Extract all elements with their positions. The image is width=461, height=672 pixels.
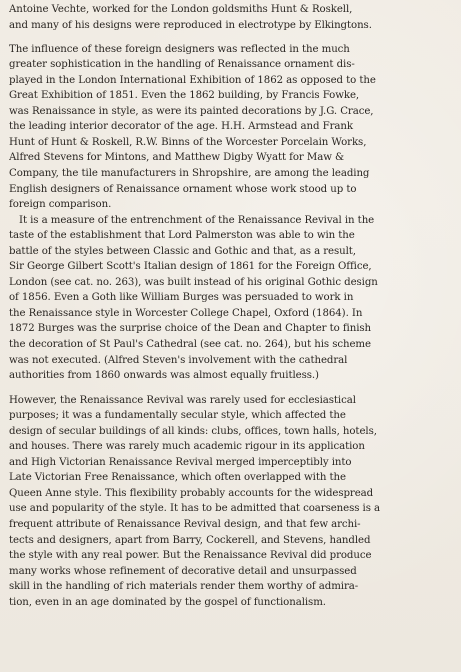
text-line: Antoine Vechte, worked for the London goldsmiths Hunt & Roskell, <box>9 4 353 15</box>
text-line: 1872 Burges was the surprise choice of the Dean and Chapter to finish <box>9 323 372 335</box>
text-line: played in the London International Exhibition of 1862 as opposed to the <box>9 74 376 86</box>
text-line: the decoration of St Paul's Cathedral (see cat. no. 264), but his scheme <box>9 338 371 350</box>
paragraph-entrenchment <box>9 213 459 384</box>
paragraph-gap <box>9 384 459 393</box>
text-line: many works whose refinement of decorative detail and unsurpassed <box>9 565 357 577</box>
text-line: tects and designers, apart from Barry, Cockerell, and Stevens, handled <box>9 534 371 546</box>
text-line: and many of his designs were reproduced in electrotype by Elkingtons. <box>9 19 372 31</box>
text-line: was not executed. (Alfred Steven's involvement with the cathedral <box>9 354 348 366</box>
text-line: the style with any real power. But the Renaissance Revival did produce <box>9 550 372 562</box>
text-line: The influence of these foreign designers was reflected in the much <box>9 43 350 55</box>
text-line: authorities from 1860 onwards was almost equally fruitless.) <box>9 370 319 382</box>
text-line: taste of the establishment that Lord Palmerston was able to win the <box>9 230 355 242</box>
paragraph-secular-style <box>9 393 459 611</box>
text-line: battle of the styles between Classic and Gothic and that, as a result, <box>9 245 356 257</box>
intro-paragraph <box>9 2 459 33</box>
body-text <box>9 2 459 610</box>
text-line: greater sophistication in the handling of Renaissance ornament dis- <box>9 59 355 71</box>
text-line: design of secular buildings of all kinds: clubs, offices, town halls, hotels, <box>9 425 377 437</box>
text-line: use and popularity of the style. It has to be admitted that coarseness is a <box>9 503 381 515</box>
text-line: and houses. There was rarely much academic rigour in its application <box>9 441 365 453</box>
text-line: of 1856. Even a Goth like William Burges was persuaded to work in <box>9 292 354 304</box>
text-line: English designers of Renaissance ornament whose work stood up to <box>9 183 357 195</box>
text-line: Company, the tile manufacturers in Shropshire, are among the leading <box>9 167 370 179</box>
text-line: purposes; it was a fundamentally secular style, which affected the <box>9 410 346 422</box>
text-line: Great Exhibition of 1851. Even the 1862 building, by Francis Fowke, <box>9 90 360 102</box>
text-line: However, the Renaissance Revival was rarely used for ecclesiastical <box>9 394 356 406</box>
text-line: Sir George Gilbert Scott's Italian design of 1861 for the Foreign Office, <box>9 261 372 273</box>
text-line: frequent attribute of Renaissance Revival design, and that few archi- <box>9 519 361 530</box>
text-line: tion, even in an age dominated by the gospel of functionalism. <box>9 596 326 608</box>
paragraph-gap <box>9 33 459 42</box>
text-line: Alfred Stevens for Mintons, and Matthew Digby Wyatt for Maw & <box>9 152 344 164</box>
text-line: Hunt of Hunt & Roskell, R.W. Binns of the Worcester Porcelain Works, <box>9 136 367 148</box>
text-line: was Renaissance in style, as were its painted decorations by J.G. Crace, <box>9 105 374 117</box>
text-line: and High Victorian Renaissance Revival merged imperceptibly into <box>9 456 352 468</box>
text-line: London (see cat. no. 263), was built instead of his original Gothic design <box>9 276 378 288</box>
paragraph-foreign-designers <box>9 42 459 213</box>
text-line: the Renaissance style in Worcester College Chapel, Oxford (1864). In <box>9 307 363 319</box>
text-line: It is a measure of the entrenchment of the Renaissance Revival in the <box>19 214 375 226</box>
text-line: skill in the handling of rich materials render them worthy of admira- <box>9 581 359 593</box>
text-line: foreign comparison. <box>9 199 112 211</box>
text-line: the leading interior decorator of the age. H.H. Armstead and Frank <box>9 121 353 133</box>
text-line: Queen Anne style. This flexibility probably accounts for the widespread <box>9 487 374 499</box>
text-line: Late Victorian Free Renaissance, which often overlapped with the <box>9 472 346 484</box>
